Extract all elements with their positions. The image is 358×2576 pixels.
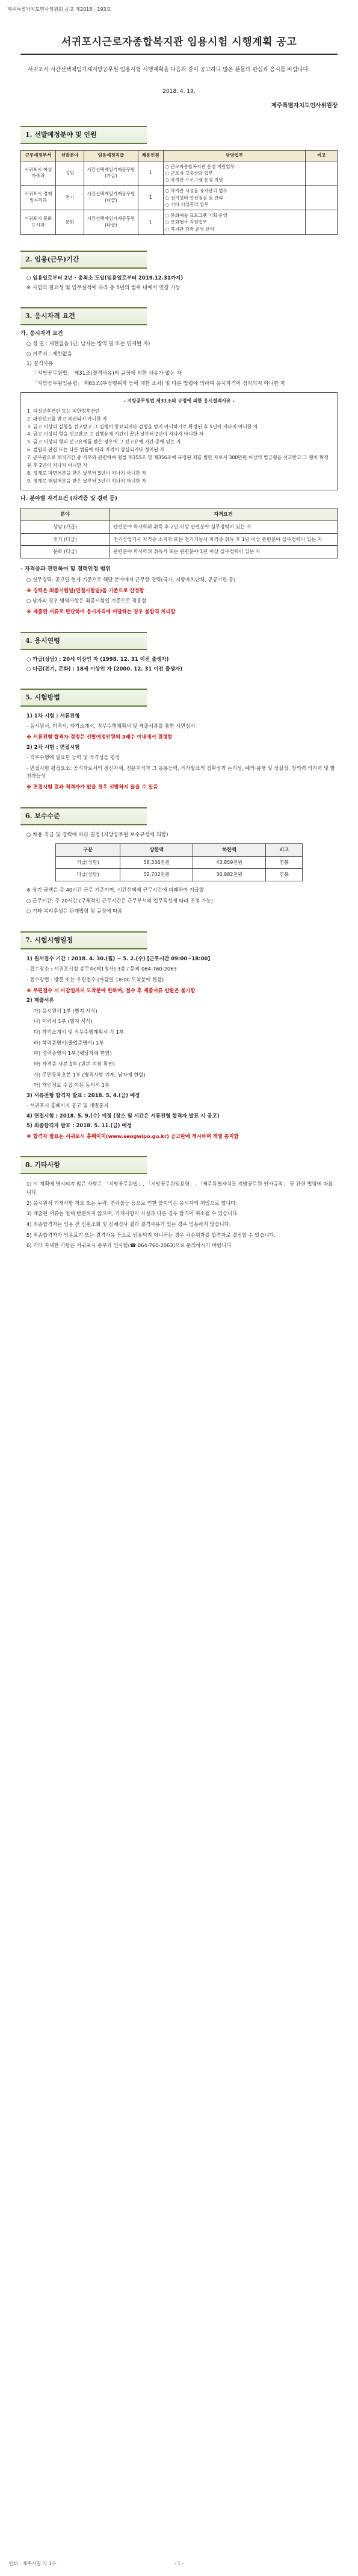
section-head-3: 3. 응시자격 요건	[20, 307, 147, 325]
schedule-line: 3) 서류전형 합격자 발표 : 2018. 5. 4.(금) 예정	[26, 1093, 140, 1099]
pay-after: ○ 기타 복리후생은 관계법령 및 규정에 따름	[26, 908, 123, 914]
cell-dept: 서귀포시 경제일자리과	[21, 186, 56, 210]
cell-grade: 시간선택제임기제공무원(다급)	[84, 210, 138, 235]
disq-item: 3. 금고 이상의 실형을 선고받고 그 집행이 종료되거나 집행을 받지 아니하기로 확정된 후 5년이 지나지 아니한 자	[27, 424, 258, 430]
term-line: ○ 임용일로부터 2년 · 총최소 도일(임용일로부터 2019.12.31까지)	[26, 275, 184, 281]
cell-count: 1	[138, 161, 163, 186]
disq-item: 1. 피성년후견인 또는 피한정후견인	[27, 408, 100, 414]
spec-field: 문화 (다급)	[21, 546, 110, 558]
cell-note	[306, 210, 338, 235]
pay-header-row	[55, 844, 302, 857]
cell-count: 1	[138, 210, 163, 235]
schedule-line: - 접수방법 : 방문 또는 우편접수 (마감일 18:00 도착분에 한함)	[26, 976, 164, 983]
exam-line: 1) 1차 시험 : 서류전형	[26, 713, 80, 720]
recruit-col-dept: 근무예정부서	[21, 150, 56, 161]
table-row	[21, 210, 338, 235]
schedule-line: 5) 최종합격자 발표 : 2018. 5. 11.(금) 예정	[26, 1123, 132, 1130]
exam-line: - 면접시험 평정요소: 공직자로서의 정신자세, 전문지식과 그 응용능력, 의사발표의 정확성과 논리성, 예의·품행 및 성실성, 창의력·의지력 및 발전가능성	[26, 764, 335, 780]
schedule-line: 2) 제출서류	[26, 998, 54, 1004]
spec-header-row	[21, 508, 338, 521]
qual-line: 「지방공무원임용령」 제65조(부정행위자 등에 대한 조치) 및 다른 법령에 의하여 응시자격이 정지되지 아니한 자	[32, 380, 285, 387]
recruit-col-duty: 담당업무	[163, 150, 306, 161]
section-head-6: 6. 보수수준	[20, 807, 147, 825]
section-head-8: 8. 기타사항	[20, 1156, 147, 1174]
table-row	[21, 546, 338, 558]
pay-line: ○ 채용 직급 및 경력에 따라 결정 (지방공무원 보수규정에 의함)	[26, 831, 168, 838]
pay-after: ○ 근무시간: 주 20시간 (구체적인 근무시간은 근무부서의 업무특성에 따라 조정 가능)	[26, 897, 213, 904]
disq-item: 7. 공무원으로 재직기간 중 직무와 관련하여 형법 제355조 및 제356조에 규정된 죄를 범한 자로서 300만원 이상의 벌금형을 선고받고 그 형이 확정된 후 2년이 지나지 아니한 자	[27, 454, 329, 468]
misc-line: 5) 최종합격자가 임용포기 또는 결격사유 등으로 임용되지 아니하는 경우 차순위자를 합격자로 결정할 수 있습니다.	[26, 1231, 276, 1238]
recruit-header-row	[21, 150, 338, 161]
section-head-7: 7. 시험시행일정	[20, 931, 147, 949]
schedule-line: 다) 자기소개서 및 직무수행계획서 각 1부	[34, 1028, 124, 1035]
section-head-1: 1. 선발예정분야 및 인원	[20, 126, 147, 144]
section-head-4: 4. 응시연령	[20, 632, 147, 650]
cell-field: 문화	[55, 210, 84, 235]
pay-note: 연봉	[266, 869, 303, 881]
cell-field: 전기	[55, 186, 84, 210]
disqualification-box	[20, 392, 338, 490]
disq-item: 9. 징계로 해임처분을 받은 날부터 3년이 지나지 아니한 자	[27, 478, 146, 484]
misc-line: 4) 최종합격자는 임용 전 신원조회 및 신체검사 결과 결격사유가 있는 경우 임용하지 않습니다.	[26, 1221, 231, 1228]
pay-col-min: 하한액	[193, 844, 266, 857]
section-head-2: 2. 임용(근무)기간	[20, 251, 147, 269]
exam-line: 2) 2차 시험 : 면접시험	[26, 744, 80, 751]
spec-col-req: 자격요건	[110, 508, 338, 521]
age-line: ○ 가급(상담) : 20세 이상인 자 (1998. 12. 31 이전 출생자)	[26, 656, 169, 663]
spec-col-field: 분야	[21, 508, 110, 521]
misc-line: 2) 응시원서 기재사항 착오 또는 누락, 연락불능 등으로 인한 불이익은 응시자의 책임으로 합니다.	[26, 1199, 238, 1206]
disq-item: 2. 파산선고를 받고 복권되지 아니한 자	[27, 416, 107, 422]
spec-field: 전기 (다급)	[21, 533, 110, 546]
schedule-line: ※ 우편접수 시 마감일까지 도착분에 한하며, 접수 후 제출서류 반환은 불가함	[26, 987, 196, 993]
career-line: ※ 제출된 서류로 판단하여 응시자격에 미달하는 경우 불합격 처리함	[26, 608, 176, 614]
age-line: ○ 다급(전기, 문화) : 18세 이상인 자 (2000. 12. 31 이전 출생자)	[26, 666, 183, 672]
schedule-line: 아) 개인정보 수집·이용 동의서 1부	[34, 1082, 110, 1089]
pay-grade: 가급(상당)	[55, 856, 120, 869]
table-row	[21, 533, 338, 546]
schedule-line: 라) 학력증명서(졸업증명서) 1부	[34, 1039, 104, 1046]
career-line: ○ 남자의 경우 병역사항은 최종시험일 기준으로 적용함	[26, 598, 147, 604]
cell-dept: 서귀포시 여성가족과	[21, 161, 56, 186]
cell-note	[306, 161, 338, 186]
pay-min: 43,859천원	[193, 856, 266, 869]
qual-sub-2: 나. 분야별 자격요건 (자격증 및 경력 등)	[20, 496, 117, 502]
disq-item: 6. 법원의 판결 또는 다른 법률에 따라 자격이 상실되거나 정지된 자	[27, 447, 165, 453]
schedule-line: 마) 경력증명서 1부 (해당자에 한함)	[34, 1050, 112, 1057]
page-title: 서귀포시근로자종합복지관 임용시험 시행계획 공고	[20, 35, 338, 55]
table-row	[21, 186, 338, 210]
cell-duty: ○ 복지관 시설물 유지관리 업무 ○ 전기설비 안전점검 및 관리 ○ 기타 시설관리 업무	[163, 186, 306, 210]
career-line: ※ 경력은 최종시험일(면접시험일)을 기준으로 산정함	[26, 587, 144, 593]
spec-table	[20, 508, 338, 558]
recruit-col-field: 선발분야	[55, 150, 84, 161]
cell-duty: ○ 근로자종합복지관 운영 지원업무 ○ 근로자 고충상담 업무 ○ 복지관 프로그램 운영 지원	[163, 161, 306, 186]
page-number: - 1 -	[174, 2561, 184, 2567]
schedule-line: 사) 주민등록초본 1부 (병적사항 기재, 남자에 한함)	[34, 1071, 146, 1078]
issuer: 제주특별자치도인사위원장	[271, 102, 338, 109]
pay-col-note: 비고	[266, 844, 303, 857]
section-head-5: 5. 시험방법	[20, 689, 147, 707]
pay-col-grade: 구분	[55, 844, 120, 857]
recruit-col-note: 비고	[306, 150, 338, 161]
recruit-col-grade: 임용예정직급	[84, 150, 138, 161]
schedule-line: 가) 응시원서 1부 (별지 서식)	[34, 1007, 97, 1014]
schedule-line: 1) 원서접수 기간 : 2018. 4. 30.(월) ~ 5. 2.(수) [근무시간 09:00~18:00]	[26, 955, 211, 962]
cell-count: 1	[138, 186, 163, 210]
qual-sub-1: 가. 응시자격 요건	[20, 331, 63, 337]
spec-req: 관련분야 학사학위 취득 후 2년 이상 관련분야 실무경력이 있는 자	[110, 521, 338, 534]
recruit-col-count: 채용인원	[138, 150, 163, 161]
exam-line: - 응시원서, 이력서, 자기소개서, 직무수행계획서 및 제출서류를 통한 서면심사	[26, 723, 196, 730]
schedule-line: 나) 이력서 1부 (별지 서식)	[34, 1018, 93, 1025]
pay-max: 58,336천원	[120, 856, 193, 869]
schedule-line: 바) 자격증 사본 1부 (원본 지참 확인)	[34, 1061, 116, 1067]
pay-grade: 다급(상당)	[55, 869, 120, 881]
qual-line: 1) 결격사유	[26, 360, 54, 367]
exam-line: ※ 서류전형 합격자 결정은 선발예정인원의 3배수 이내에서 결정함	[26, 734, 173, 740]
career-line: ○ 실무경력: 공고일 현재 기준으로 해당 분야에서 근무한 경력(국가, 지방자치단체, 공공기관 등)	[26, 576, 236, 583]
pay-col-max: 상한액	[120, 844, 193, 857]
schedule-line: - 서귀포시 홈페이지 공고 및 개별통지	[26, 1102, 109, 1109]
schedule-line: 4) 면접시험 : 2018. 5. 9.(수) 예정 (장소 및 시간은 서류전형 합격자 발표 시 공고)	[26, 1113, 220, 1120]
intro-text: 서귀포시 시간선택제임기제지방공무원 임용시험 시행계획을 다음과 같이 공고하니 많은 분들의 관심과 응시를 바랍니다.	[28, 66, 310, 73]
spec-req: 관련분야 학사학위 취득자 또는 관련분야 1년 이상 실무경력이 있는 자	[110, 546, 338, 558]
qual-line: 「지방공무원법」 제31조(결격사유)의 규정에 의한 사유가 없는 자	[32, 370, 182, 377]
cell-grade: 시간선택제임기제공무원(다급)	[84, 186, 138, 210]
pay-after: ※ 상기 금액은 주 40시간 근무 기준이며, 시간선택제 근무시간에 비례하여 지급함	[26, 886, 204, 893]
print-note: 인쇄 : 제주시청 각 1부	[8, 2561, 57, 2567]
qual-line: ○ 성 별 : 제한없음 (단, 남자는 병역 필 또는 면제된 자)	[26, 341, 150, 348]
pay-note: 연봉	[266, 856, 303, 869]
misc-line: 1) 이 계획에 명시되지 않은 사항은 「지방공무원법」, 「지방공무원임용령」, 「제주특별자치도 지방공무원 인사규칙」 등 관련 법령에 따릅니다.	[26, 1181, 333, 1195]
disq-item: 5. 금고 이상의 형의 선고유예를 받은 경우에 그 선고유예 기간 중에 있는 자	[27, 439, 181, 445]
exam-line: ※ 면접시험 결과 적격자가 없을 경우 선발하지 않을 수 있음	[26, 784, 158, 790]
exam-line: - 직무수행에 필요한 능력 및 적격성을 평정	[26, 754, 120, 761]
pay-min: 36,882천원	[193, 869, 266, 881]
schedule-line: - 접수장소 : 서귀포시청 총무과(제1청사) 3층 / 문의 064-760-2063	[26, 966, 177, 972]
disq-item: 8. 징계로 파면처분을 받은 날부터 5년이 지나지 아니한 자	[27, 470, 146, 476]
misc-line: 3) 제출된 서류는 일체 반환하지 않으며, 기재사항이 사실과 다른 경우 합격이 취소될 수 있습니다.	[26, 1210, 239, 1217]
table-row	[55, 869, 302, 881]
misc-line: 6) 기타 자세한 사항은 서귀포시 총무과 인사팀(☎ 064-760-2063)으로 문의하시기 바랍니다.	[26, 1242, 233, 1249]
cell-grade: 시간선택제임기제공무원(가급)	[84, 161, 138, 186]
notice-date: 2018. 4. 19.	[162, 88, 196, 95]
disq-item: 4. 금고 이상의 형을 선고받고 그 집행유예 기간이 끝난 날부터 2년이 지나지 아니한 자	[27, 431, 204, 437]
qual-line: ○ 거주지 : 제한없음	[26, 351, 72, 357]
term-note: ※ 사업의 필요성 및 업무실적에 따라 총 5년의 범위 내에서 연장 가능	[26, 285, 181, 292]
spec-req: 전기산업기사 자격증 소지자 또는 전기기능사 자격증 취득 후 1년 이상 관련분야 실무경력이 있는 자	[110, 533, 338, 546]
spec-field: 상담 (가급)	[21, 521, 110, 534]
cell-duty: ○ 문화예술 프로그램 기획·운영 ○ 문화행사 지원업무 ○ 복지관 강좌 운영 관리	[163, 210, 306, 235]
cell-field: 상담	[55, 161, 84, 186]
cell-dept: 서귀포시 문화도시과	[21, 210, 56, 235]
table-row	[21, 521, 338, 534]
pay-table	[55, 843, 303, 881]
pay-max: 52,702천원	[120, 869, 193, 881]
table-row	[55, 856, 302, 869]
recruit-table	[20, 150, 338, 235]
disqualification-title: - 지방공무원법 제31조의 규정에 의한 응시결격사유 -	[123, 398, 235, 404]
cell-note	[306, 186, 338, 210]
schedule-line: ※ 합격자 발표는 서귀포시 홈페이지(www.seogwipo.go.kr) 공고란에 게시하며 개별 통지함	[26, 1133, 239, 1139]
table-row	[21, 161, 338, 186]
career-title: - 자격증과 관련하여 및 경력인정 범위	[20, 566, 111, 572]
gazette-number: 제주특별자치도민사위원회 공고 제2018 - 193호	[7, 7, 111, 12]
